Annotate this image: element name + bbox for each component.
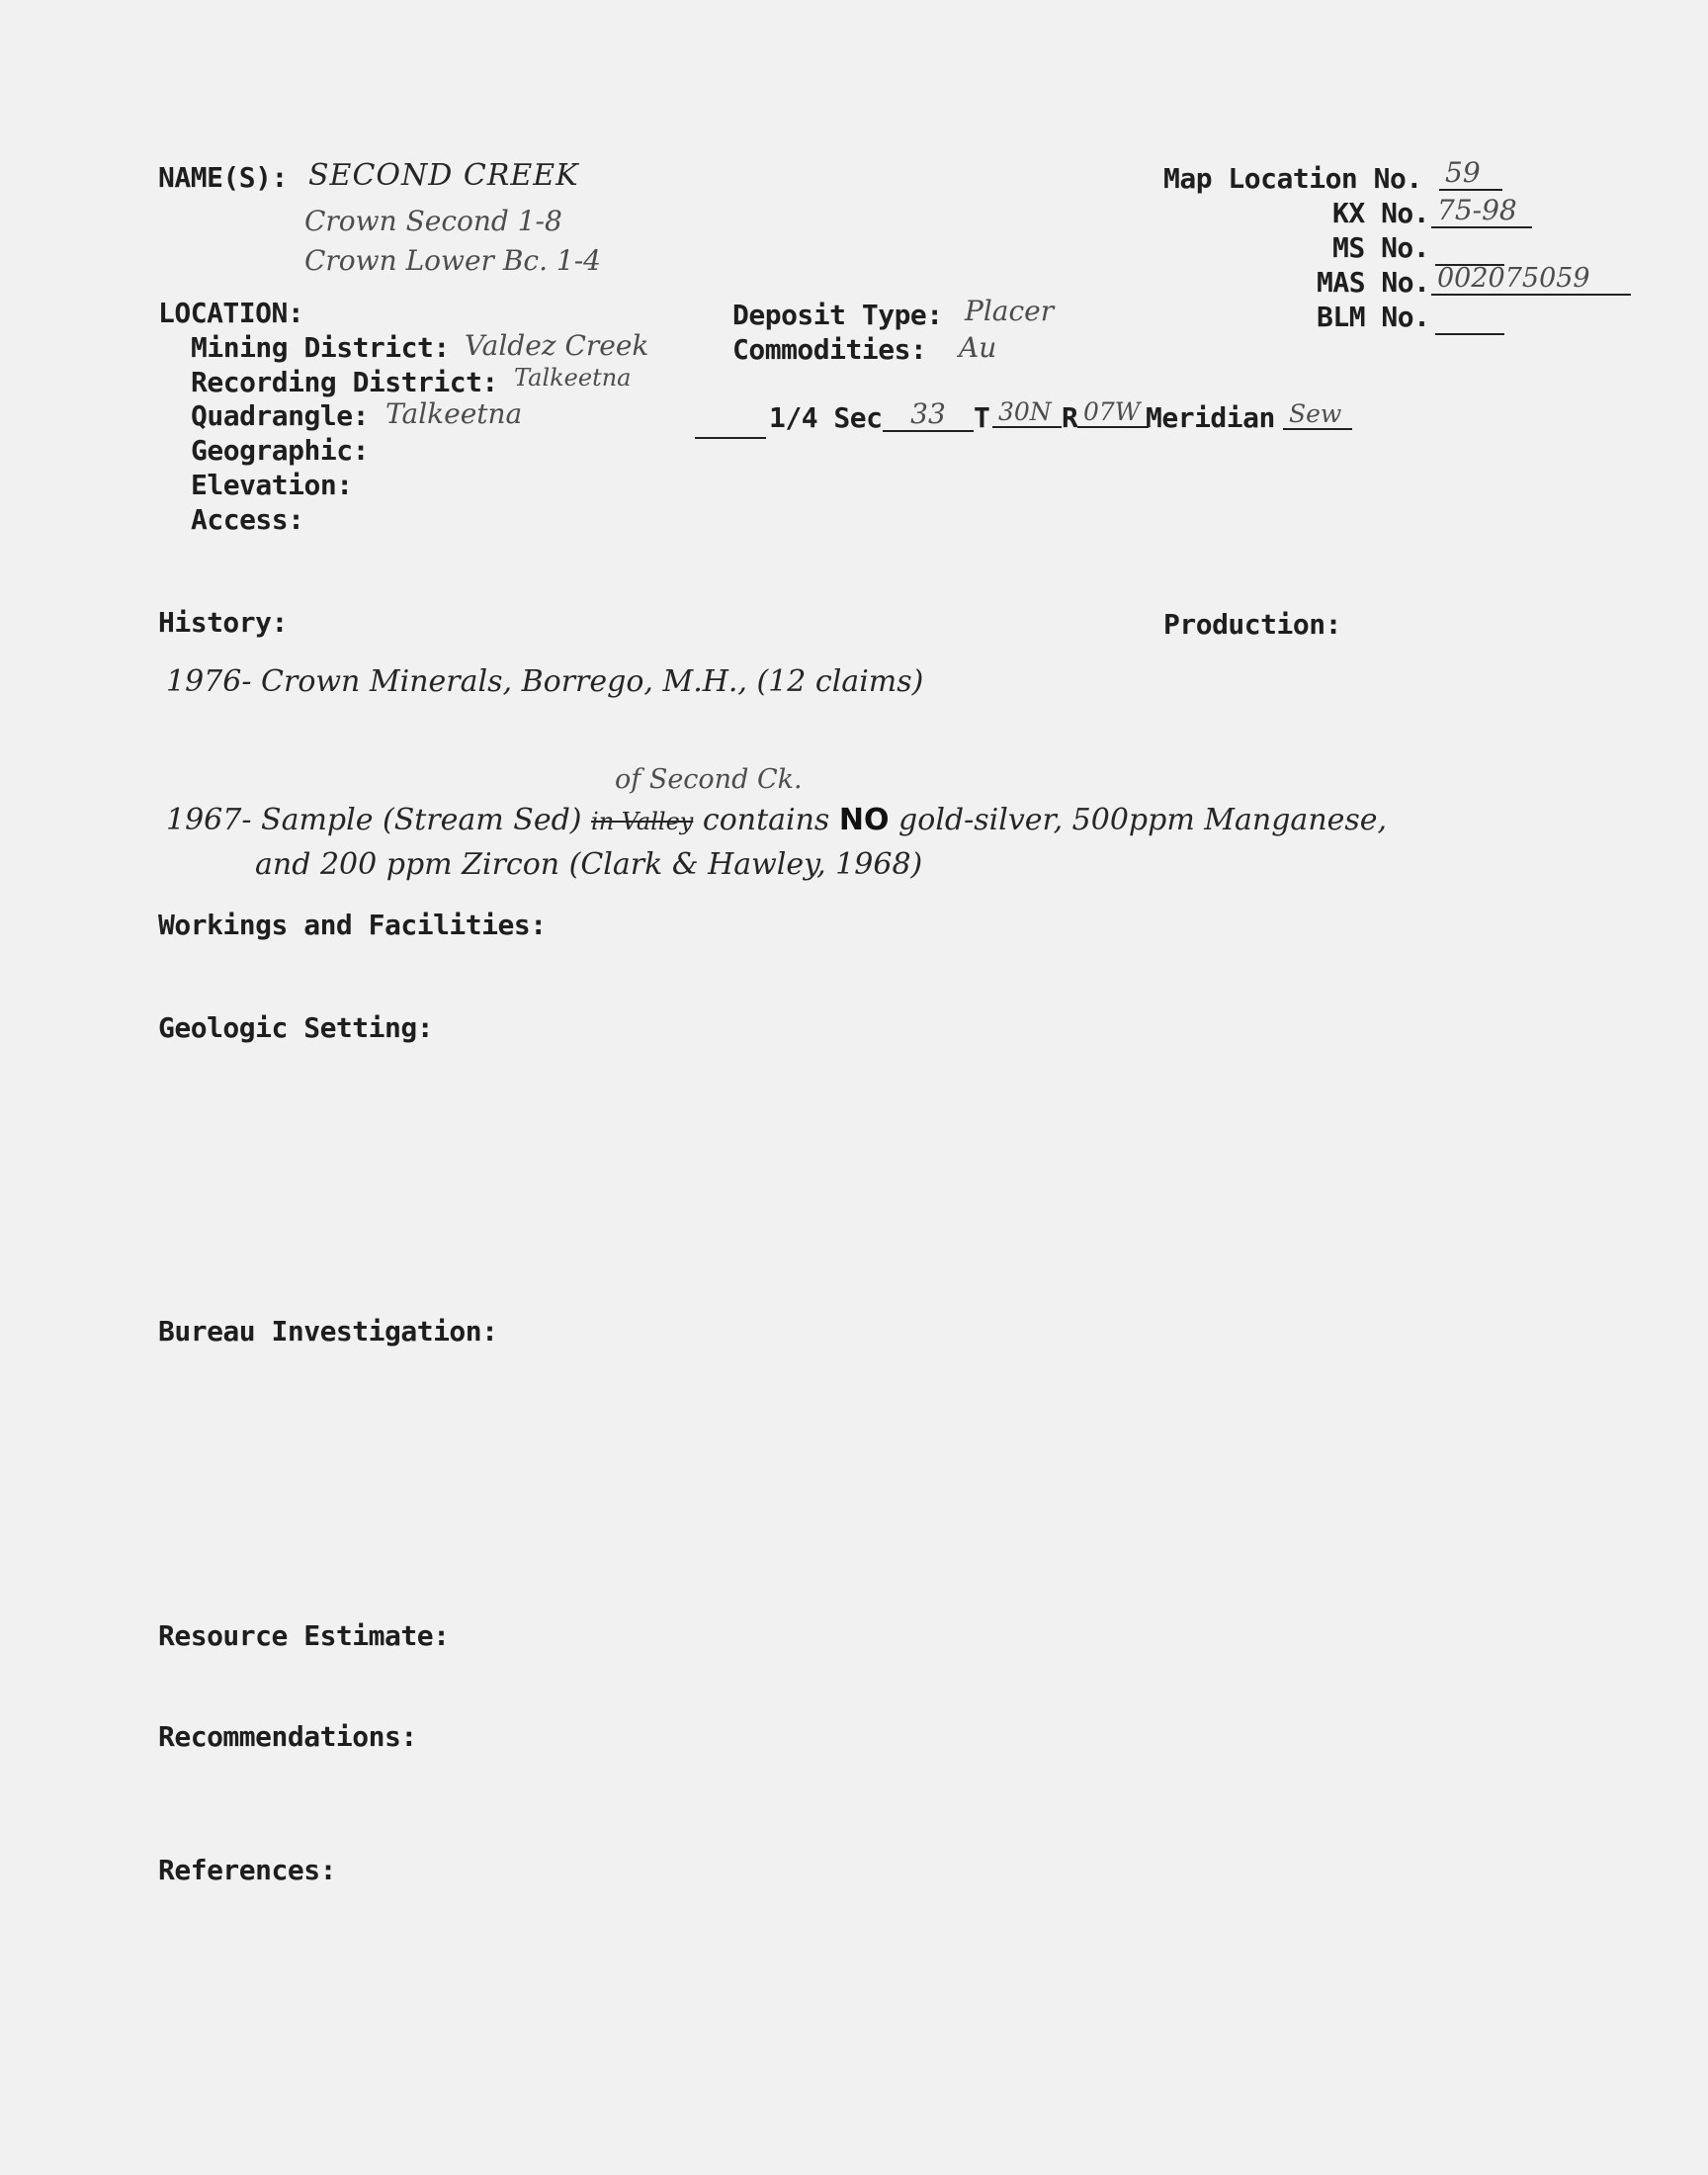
workings-label: Workings and Facilities: [158,909,547,941]
sec-value: 33 [883,397,974,432]
kx-label: KX No. [1332,197,1430,229]
r-label: R [1062,401,1078,434]
recommendations-label: Recommendations: [158,1720,417,1753]
meridian-label: Meridian [1146,401,1275,434]
history-insert-of-second-ck: of Second Ck. [615,764,803,795]
history-entry-1967-cont: and 200 ppm Zircon (Clark & Hawley, 1968) [255,847,923,882]
resource-estimate-label: Resource Estimate: [158,1619,450,1652]
history-1967-contains: contains [702,803,830,837]
map-location-label: Map Location No. [1163,162,1422,195]
mas-value: 002075059 [1431,263,1631,296]
quarter-sec-label: 1/4 Sec [769,401,883,434]
quadrangle-label: Quadrangle: [191,399,369,432]
name-secondary-2: Crown Lower Bc. 1-4 [304,244,601,277]
recording-district-label: Recording District: [191,366,498,398]
history-1967-struck: in Valley [591,808,694,835]
commodities-label: Commodities: [732,333,927,366]
t-value: 30N [992,397,1062,428]
t-label: T [974,401,990,434]
history-label: History: [158,606,288,639]
r-value: 07W [1077,397,1149,428]
history-1967-no: NO [838,803,890,837]
blm-label: BLM No. [1317,301,1430,333]
geographic-label: Geographic: [191,434,369,467]
history-1967-sample: 1967- Sample (Stream Sed) [166,803,582,837]
geologic-setting-label: Geologic Setting: [158,1011,434,1044]
ms-value-blank [1435,238,1504,266]
location-label: LOCATION: [158,297,304,329]
elevation-label: Elevation: [191,469,353,501]
map-location-value: 59 [1439,156,1502,191]
history-entry-1976: 1976- Crown Minerals, Borrego, M.H., (12 claims) [166,664,924,699]
deposit-type-label: Deposit Type: [732,299,943,331]
mining-district-label: Mining District: [191,331,450,364]
quarter-blank [695,411,766,439]
blm-value-blank [1435,307,1504,335]
names-label: NAME(S): [158,161,288,194]
mining-district-value: Valdez Creek [465,329,649,362]
production-label: Production: [1163,608,1341,641]
recording-district-value: Talkeetna [514,364,632,392]
ms-label: MS No. [1332,231,1430,264]
commodities-value: Au [959,331,997,364]
history-1967-gold-silver: gold-silver, 500ppm Manganese, [898,803,1388,837]
kx-value: 75-98 [1431,194,1532,228]
deposit-type-value: Placer [965,295,1055,327]
quadrangle-value: Talkeetna [385,397,523,430]
access-label: Access: [191,503,304,536]
name-primary: SECOND CREEK [308,158,579,193]
mas-label: MAS No. [1317,266,1430,299]
history-entry-1967 [166,803,1387,837]
bureau-investigation-label: Bureau Investigation: [158,1315,498,1348]
name-secondary-1: Crown Second 1-8 [304,205,562,237]
meridian-value: Sew [1283,399,1352,430]
references-label: References: [158,1854,336,1886]
